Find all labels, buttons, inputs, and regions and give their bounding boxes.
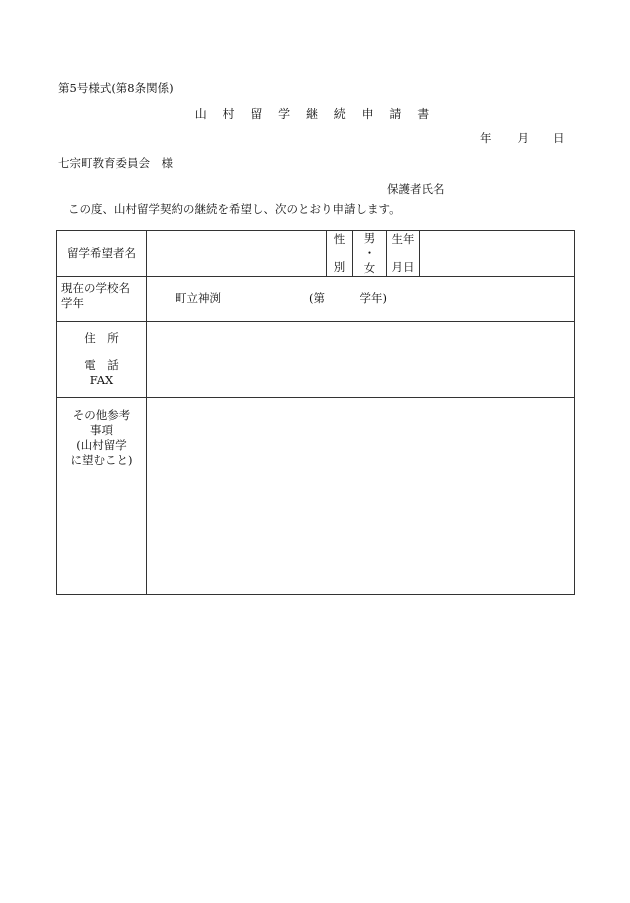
sex-field[interactable]	[353, 231, 387, 277]
birth-label-top: 生年	[391, 231, 415, 246]
notes-field[interactable]	[147, 397, 575, 594]
school-row	[57, 276, 575, 321]
phone-label: 電 話	[84, 357, 119, 372]
notes-label-line3: (山村留学	[76, 437, 127, 452]
applicant-row	[57, 231, 575, 277]
sex-option-separator: ・	[363, 245, 376, 260]
sex-label	[327, 231, 353, 277]
intro-text: この度、山村留学契約の継続を希望し、次のとおり申請します。	[68, 202, 401, 216]
guardian-name-label: 保護者氏名	[387, 182, 445, 196]
date-month-label: 月	[517, 131, 529, 145]
address-row	[57, 321, 575, 397]
notes-label	[57, 397, 147, 594]
notes-label-line4: に望むこと)	[70, 452, 133, 467]
applicant-name-label: 留学希望者名	[57, 231, 147, 277]
school-field[interactable]	[147, 276, 575, 321]
applicant-name-field[interactable]	[147, 231, 327, 277]
sex-label-bottom: 別	[333, 259, 346, 274]
birth-label-bottom: 月日	[391, 259, 415, 274]
notes-row	[57, 397, 575, 594]
sex-label-top: 性	[333, 231, 346, 246]
addressee: 七宗町教育委員会 様	[58, 156, 173, 170]
contact-labels	[57, 321, 147, 397]
date-year-label: 年	[480, 131, 492, 145]
application-form-table	[56, 230, 575, 595]
birth-date-label	[387, 231, 420, 277]
sex-option-male[interactable]: 男	[363, 231, 376, 245]
date-day-label: 日	[553, 131, 565, 145]
sex-option-female[interactable]: 女	[363, 260, 376, 275]
school-label-line1: 現在の学校名	[61, 280, 130, 295]
fax-label: FAX	[89, 372, 114, 387]
school-label	[57, 276, 147, 321]
form-reference: 第5号様式(第8条関係)	[58, 81, 174, 95]
date-line	[480, 132, 565, 146]
school-label-line2: 学年	[61, 295, 84, 310]
notes-label-line1: その他参考	[72, 407, 131, 422]
document-title: 山 村 留 学 継 続 申 請 書	[194, 107, 436, 121]
contact-field[interactable]	[147, 321, 575, 397]
school-name-value: 町立神渕	[175, 291, 221, 306]
address-label: 住 所	[84, 330, 119, 345]
notes-label-line2: 事項	[90, 422, 113, 437]
birth-date-field[interactable]	[420, 231, 575, 277]
grade-value: (第 学年)	[309, 291, 387, 306]
